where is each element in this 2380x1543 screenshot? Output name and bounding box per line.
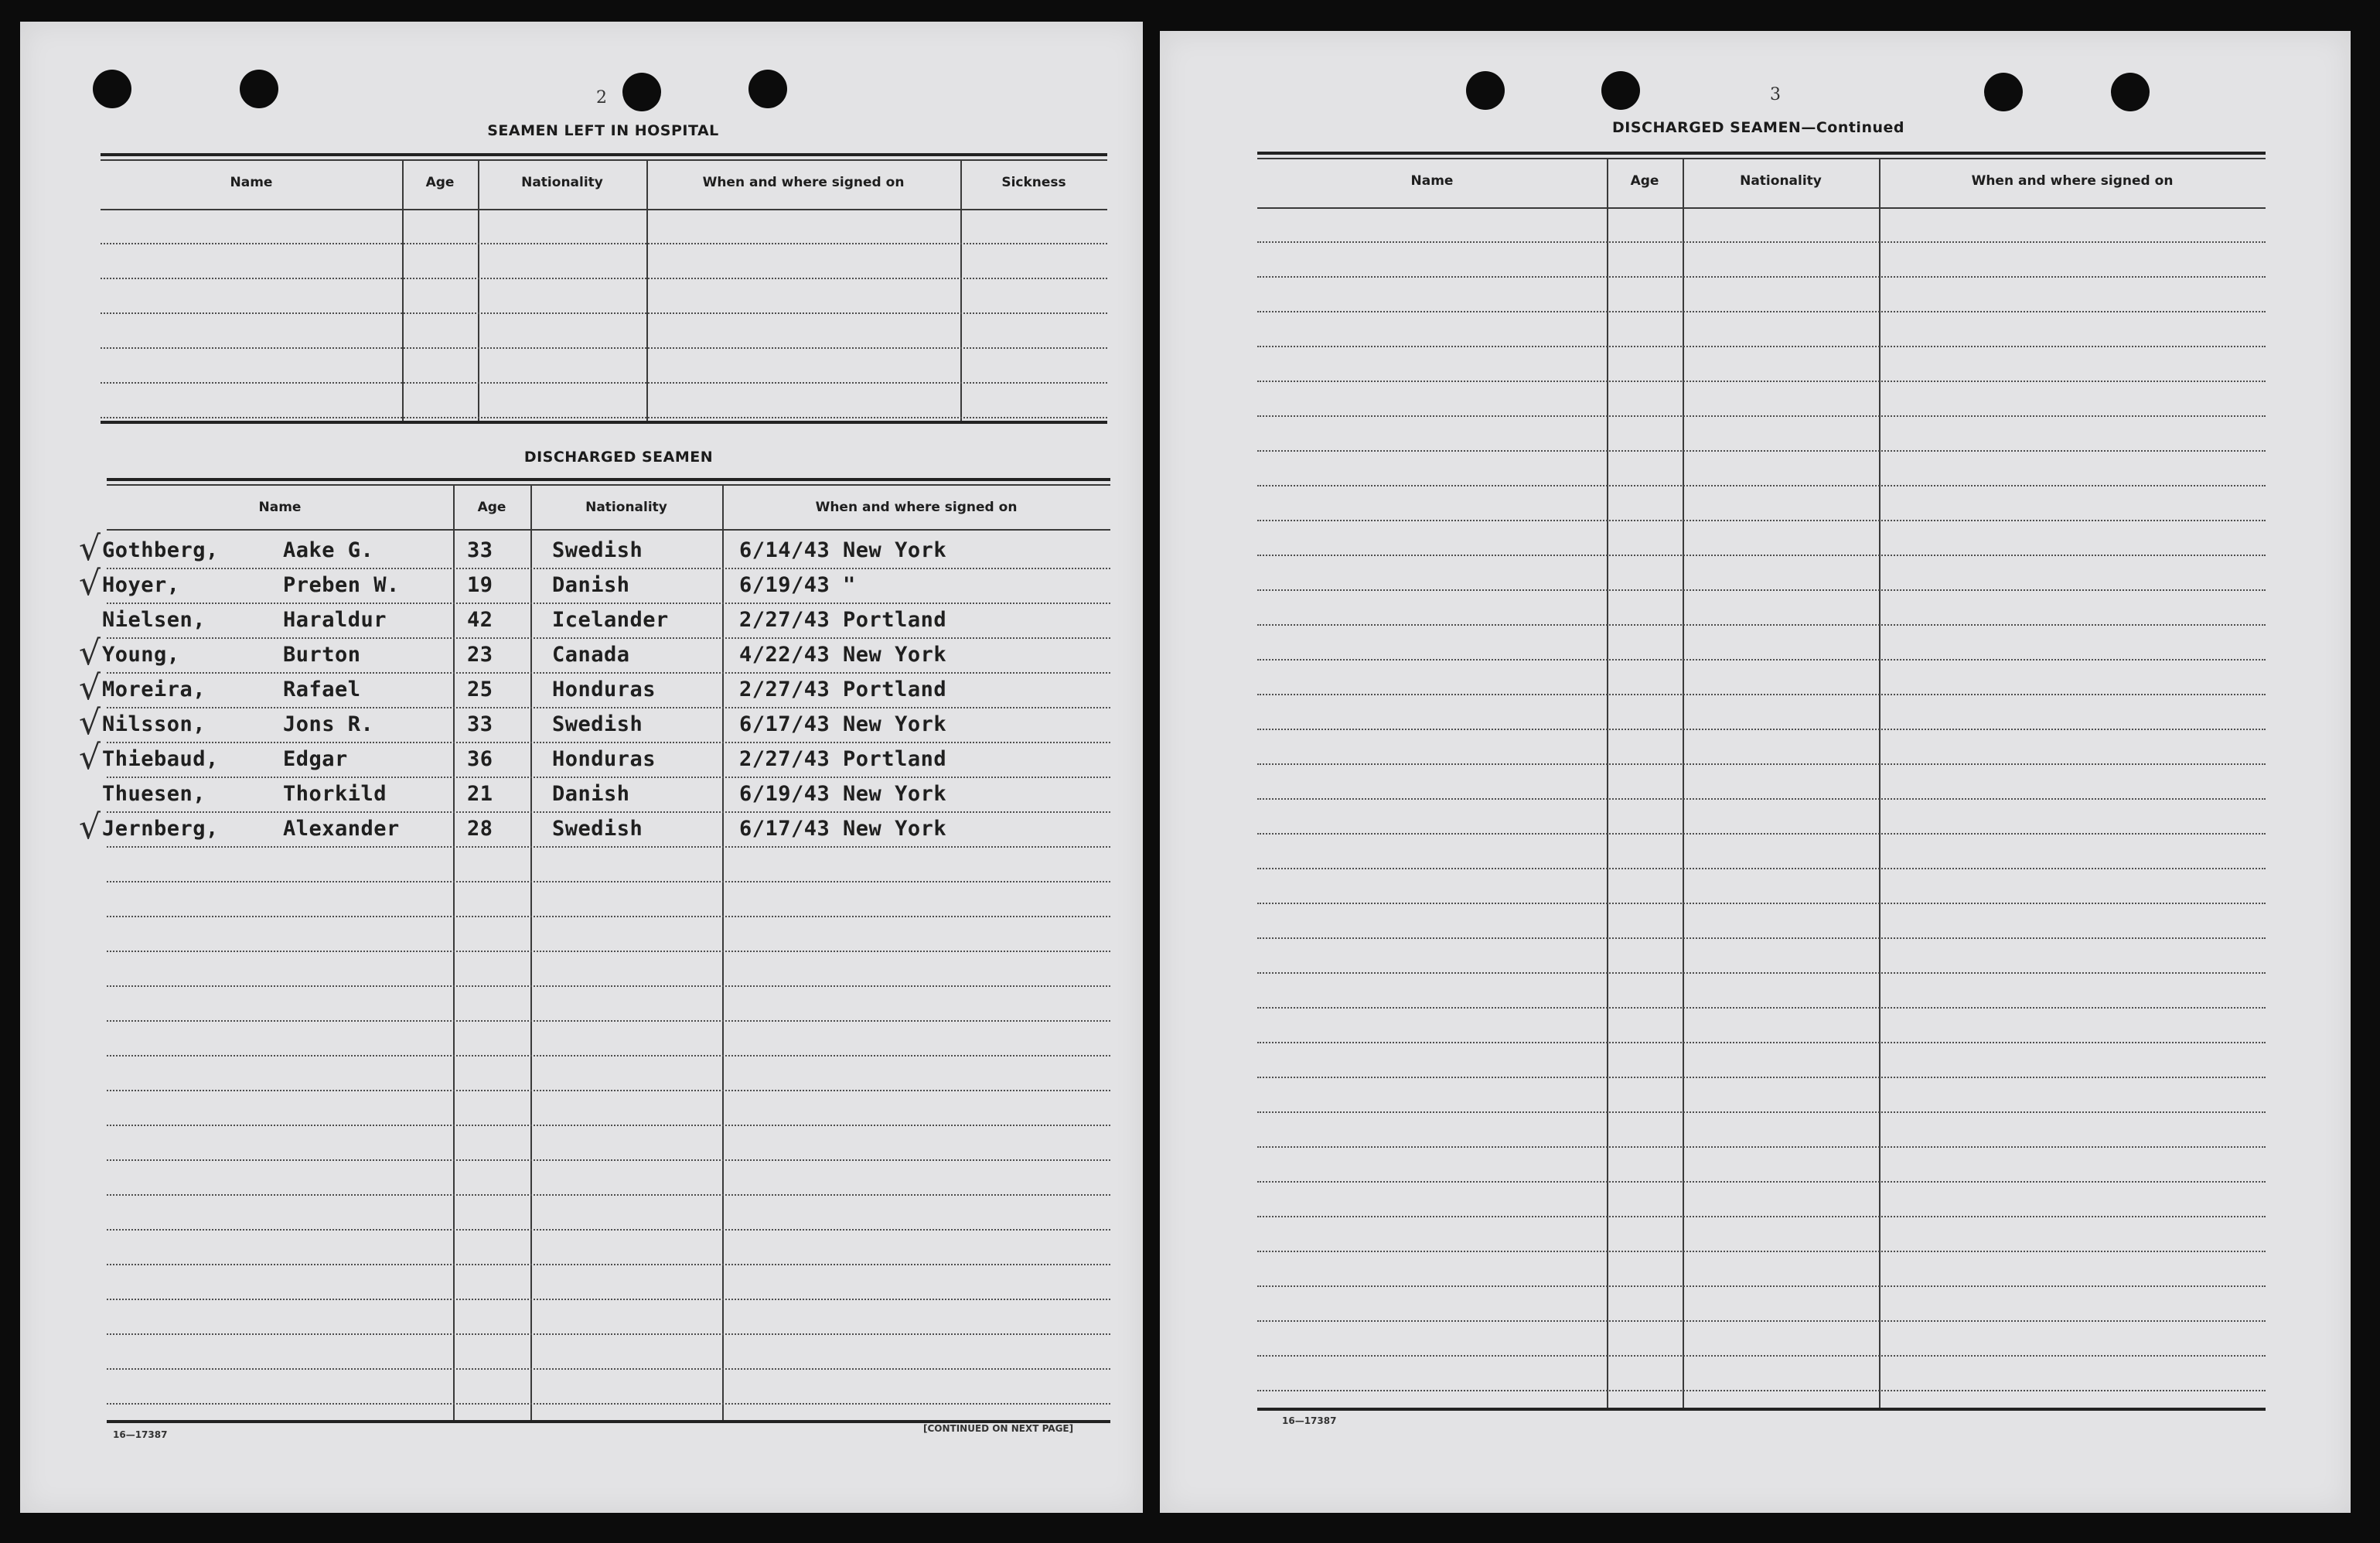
seaman-age: 23 [467,643,493,667]
seaman-surname: Moreira, [102,678,206,702]
seaman-nationality: Danish [552,782,630,806]
row-rule [101,347,1107,349]
signed-on: 6/17/43 New York [739,817,947,841]
row-rule [1257,1285,2266,1287]
signed-on: 4/22/43 New York [739,643,947,667]
column-header-age: Age [477,500,506,515]
row-rule [1257,1146,2266,1148]
column-divider [722,486,724,1420]
seaman-nationality: Honduras [552,678,656,702]
row-rule [1257,1390,2266,1391]
table-top-rule [1257,152,2266,155]
row-rule [1257,589,2266,591]
header-rule [107,529,1110,531]
row-rule [101,382,1107,384]
row-rule [107,672,1110,674]
row-rule [1257,624,2266,626]
punch-hole [93,70,131,108]
row-rule [107,1299,1110,1300]
row-rule [1257,972,2266,974]
seaman-given-name: Edgar [283,747,348,771]
column-header-name: Name [1410,173,1454,189]
hospital-section-title: SEAMEN LEFT IN HOSPITAL [487,122,719,139]
row-rule [107,777,1110,778]
punch-hole [622,73,661,111]
row-rule [1257,415,2266,417]
punch-hole [1466,71,1505,110]
seaman-given-name: Jons R. [283,712,374,736]
row-rule [1257,1181,2266,1183]
row-rule [1257,346,2266,347]
row-rule [107,1020,1110,1022]
seaman-age: 33 [467,538,493,562]
right-page [1160,31,2351,1513]
punch-hole [2111,73,2150,111]
seaman-age: 33 [467,712,493,736]
row-rule [1257,1251,2266,1252]
seaman-given-name: Haraldur [283,608,387,632]
row-rule [107,1333,1110,1335]
row-rule [107,811,1110,813]
seaman-surname: Nilsson, [102,712,206,736]
column-divider [453,486,455,1420]
row-rule [1257,311,2266,312]
row-rule [107,568,1110,569]
punch-hole [240,70,278,108]
row-rule [1257,241,2266,243]
row-rule [101,312,1107,314]
row-rule [107,951,1110,952]
row-rule [107,1159,1110,1161]
column-header-nationality: Nationality [585,500,667,515]
row-rule [1257,694,2266,695]
signed-on: 6/17/43 New York [739,712,947,736]
seaman-nationality: Swedish [552,817,643,841]
column-header-sickness: Sickness [1001,175,1066,190]
seaman-nationality: Honduras [552,747,656,771]
check-mark-icon: √ [79,807,101,847]
row-rule [107,1264,1110,1265]
row-rule [107,1090,1110,1091]
row-rule [1257,868,2266,869]
seaman-age: 25 [467,678,493,702]
row-rule [1257,763,2266,765]
table-bottom-rule [101,421,1107,424]
header-rule [101,209,1107,210]
check-mark-icon: √ [79,703,101,742]
row-rule [107,742,1110,743]
continued-note: [CONTINUED ON NEXT PAGE] [923,1423,1074,1434]
row-rule [1257,1042,2266,1043]
row-rule [1257,937,2266,939]
signed-on: 6/19/43 " [739,573,856,597]
row-rule [1257,903,2266,904]
seaman-surname: Nielsen, [102,608,206,632]
row-rule [1257,1320,2266,1322]
row-rule [107,846,1110,848]
row-rule [107,637,1110,639]
seaman-nationality: Danish [552,573,630,597]
continued-section-title: DISCHARGED SEAMEN—Continued [1612,119,1904,136]
seaman-given-name: Rafael [283,678,361,702]
seaman-nationality: Icelander [552,608,669,632]
seaman-given-name: Preben W. [283,573,400,597]
column-header-when-and-where-signed-on: When and where signed on [702,175,905,190]
row-rule [107,707,1110,708]
row-rule [1257,555,2266,556]
row-rule [1257,1216,2266,1217]
seaman-age: 42 [467,608,493,632]
column-divider [530,486,532,1420]
punch-hole [748,70,787,108]
signed-on: 2/27/43 Portland [739,608,947,632]
seaman-surname: Thuesen, [102,782,206,806]
left-page [20,22,1143,1513]
seaman-given-name: Thorkild [283,782,387,806]
row-rule [1257,485,2266,486]
row-rule [107,1368,1110,1370]
row-rule [1257,276,2266,278]
check-mark-icon: √ [79,738,101,777]
row-rule [107,985,1110,987]
signed-on: 6/14/43 New York [739,538,947,562]
seaman-surname: Gothberg, [102,538,219,562]
column-header-when-and-where-signed-on: When and where signed on [1971,173,2174,189]
row-rule [1257,729,2266,730]
column-header-nationality: Nationality [521,175,603,190]
seaman-nationality: Swedish [552,538,643,562]
check-mark-icon: √ [79,564,101,603]
check-mark-icon: √ [79,668,101,708]
row-rule [1257,1111,2266,1113]
row-rule [101,417,1107,418]
row-rule [1257,450,2266,452]
seaman-surname: Jernberg, [102,817,219,841]
row-rule [101,278,1107,279]
row-rule [107,1403,1110,1405]
row-rule [1257,798,2266,800]
row-rule [1257,1077,2266,1078]
table-top-rule-thin [1257,158,2266,159]
seaman-age: 36 [467,747,493,771]
check-mark-icon: √ [79,633,101,673]
page-number: 2 [596,88,607,108]
row-rule [107,1055,1110,1057]
table-top-rule [101,153,1107,156]
seaman-nationality: Canada [552,643,630,667]
seaman-nationality: Swedish [552,712,643,736]
signed-on: 2/27/43 Portland [739,747,947,771]
table-bottom-rule [1257,1408,2266,1411]
row-rule [107,1125,1110,1126]
punch-hole [1601,71,1640,110]
table-top-rule [107,478,1110,481]
seaman-given-name: Aake G. [283,538,374,562]
row-rule [1257,659,2266,661]
row-rule [1257,520,2266,521]
seaman-surname: Young, [102,643,180,667]
form-number: 16—17387 [113,1429,168,1440]
row-rule [1257,833,2266,835]
signed-on: 2/27/43 Portland [739,678,947,702]
seaman-surname: Hoyer, [102,573,180,597]
form-number: 16—17387 [1282,1415,1337,1426]
column-header-age: Age [1630,173,1659,189]
seaman-age: 19 [467,573,493,597]
row-rule [101,243,1107,244]
column-header-age: Age [425,175,455,190]
signed-on: 6/19/43 New York [739,782,947,806]
row-rule [1257,381,2266,382]
column-header-nationality: Nationality [1740,173,1822,189]
row-rule [1257,1007,2266,1009]
table-top-rule-thin [101,159,1107,161]
row-rule [107,916,1110,917]
row-rule [107,881,1110,882]
seaman-age: 28 [467,817,493,841]
column-header-name: Name [258,500,302,515]
header-rule [1257,207,2266,209]
seaman-surname: Thiebaud, [102,747,219,771]
column-header-name: Name [230,175,273,190]
punch-hole [1984,73,2023,111]
row-rule [1257,1355,2266,1357]
row-rule [107,1229,1110,1231]
seaman-given-name: Burton [283,643,361,667]
column-header-when-and-where-signed-on: When and where signed on [815,500,1018,515]
seaman-given-name: Alexander [283,817,400,841]
row-rule [107,603,1110,604]
table-top-rule-thin [107,484,1110,486]
check-mark-icon: √ [79,529,101,568]
row-rule [107,1194,1110,1196]
seaman-age: 21 [467,782,493,806]
page-number: 3 [1770,85,1781,104]
discharged-section-title: DISCHARGED SEAMEN [523,449,714,466]
